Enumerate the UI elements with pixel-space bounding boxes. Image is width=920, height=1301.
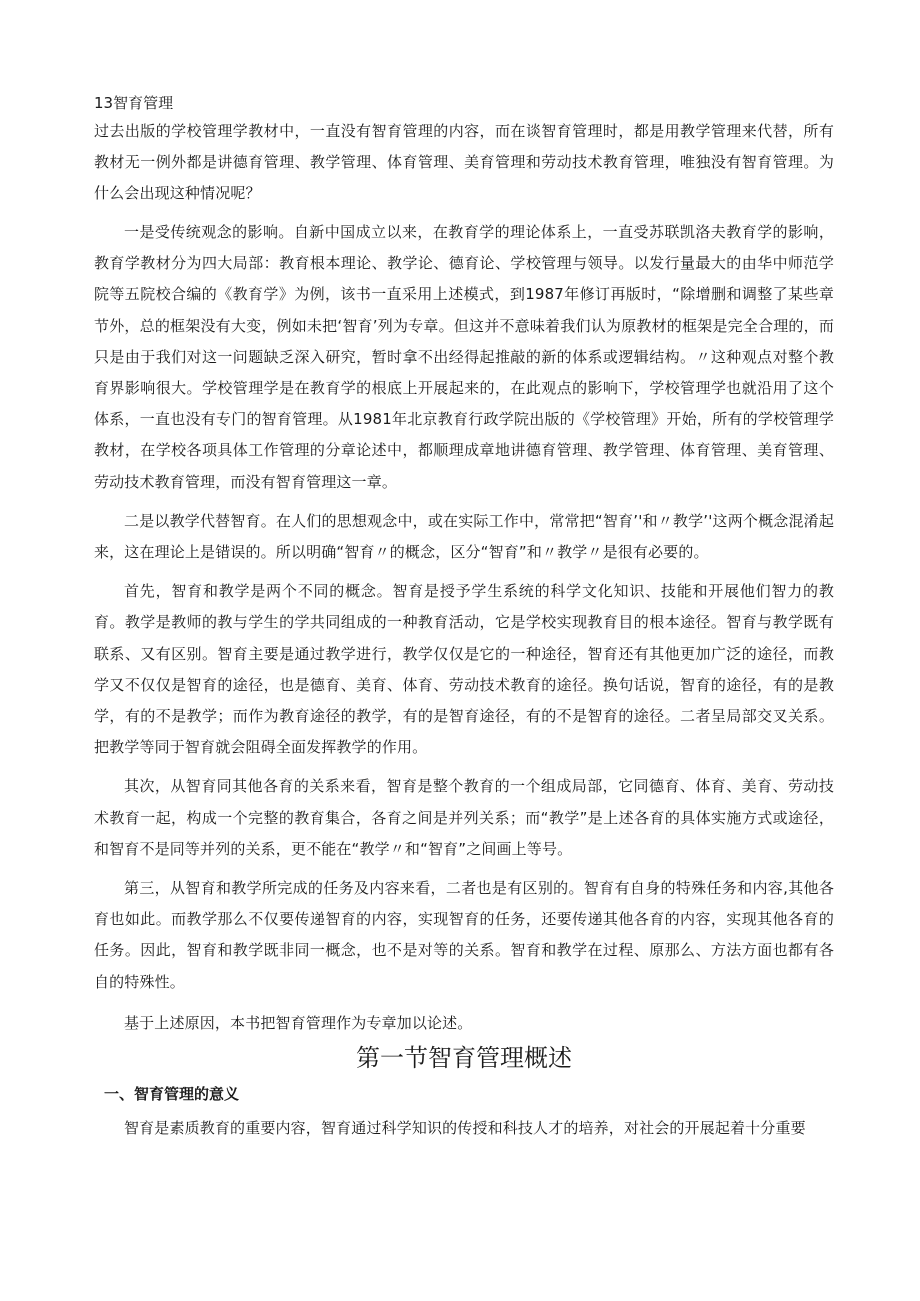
paragraph-third-point: 第三，从智育和教学所完成的任务及内容来看，二者也是有区别的。智育有自身的特殊任务和内容,其他各育也如此。而教学那么不仅要传递智育的内容，实现智育的任务，还要传递其他各育的内容，实现其他各育的任务。因此，智育和教学既非同一概念，也不是对等的关系。智育和教学在过程、原那么、方法方面也都有各自的特殊性。 (94, 879, 834, 991)
chapter-heading: 13智育管理 (94, 94, 174, 112)
paragraph-reason-one: 一是受传统观念的影响。自新中国成立以来，在教育学的理论体系上，一直受苏联凯洛夫教育学的影响，教育学教材分为四大局部：教育根本理论、教学论、德育论、学校管理与领导。以发行量最大的由华中师范学院等五院校合编的《教育学》为例，该书一直采用上述模式，到1987年修订再版时，“除增删和调整了某些章节外，总的框架没有大变，例如未把‘智育’列为专章。但这并不意味着我们认为原教材的框架是完全合理的，而只是由于我们对这一问题缺乏深入研究，暂时拿不出经得起推敲的新的体系或逻辑结构。〃这种观点对整个教育界影响很大。学校管理学是在教育学的根底上开展起来的，在此观点的影响下，学校管理学也就沿用了这个体系，一直也没有专门的智育管理。从1981年北京教育行政学院出版的《学校管理》开始，所有的学校管理学教材，在学校各项具体工作管理的分章论述中，都顺理成章地讲德育管理、教学管理、体育管理、美育管理、劳动技术教育管理，而没有智育管理这一章。 (94, 223, 834, 491)
paragraph-conclusion: 基于上述原因，本书把智育管理作为专章加以论述。 (124, 1013, 473, 1032)
paragraph-first-point: 首先，智育和教学是两个不同的概念。智育是授予学生系统的科学文化知识、技能和开展他们智力的教育。教学是教师的教与学生的学共同组成的一种教育活动，它是学校实现教育目的根本途径。智育与教学既有联系、又有区别。智育主要是通过教学进行，教学仅仅是它的一种途径，智育还有其他更加广泛的途径，而教学又不仅仅是智育的途径，也是德育、美育、体育、劳动技术教育的途径。换句话说，智育的途径，有的是教学，有的不是教学；而作为教育途径的教学，有的是智育途径，有的不是智育的途径。二者呈局部交叉关系。把教学等同于智育就会阻碍全面发挥教学的作用。 (94, 582, 834, 757)
document-page (94, 90, 834, 1144)
section-title: 第一节智育管理概述 (356, 1044, 572, 1073)
paragraph-reason-two: 二是以教学代替智育。在人们的思想观念中，或在实际工作中，常常把“智育’'和〃教学’'这两个概念混淆起来，这在理论上是错误的。所以明确“智育〃的概念，区分“智育”和〃教学〃是很有必要的。 (94, 511, 834, 562)
paragraph-second-point: 其次，从智育同其他各育的关系来看，智育是整个教育的一个组成局部，它同德育、体育、美育、劳动技术教育一起，构成一个完整的教育集合，各育之间是并列关系；而“教学”是上述各育的具体实施方式或途径，和智育不是同等并列的关系，更不能在“教学〃和“智育”之间画上等号。 (94, 777, 834, 858)
paragraph-intro: 过去出版的学校管理学教材中，一直没有智育管理的内容，而在谈智育管理时，都是用教学管理来代替，所有教材无一例外都是讲德育管理、教学管理、体育管理、美育管理和劳动技术教育管理，唯独没有智育管理。为什么会出现这种情况呢？ (94, 122, 834, 202)
subsection-title: 一、智育管理的意义 (104, 1085, 240, 1104)
paragraph-section-body: 智育是素质教育的重要内容，智育通过科学知识的传授和科技人才的培养，对社会的开展起着十分重要 (124, 1119, 806, 1138)
